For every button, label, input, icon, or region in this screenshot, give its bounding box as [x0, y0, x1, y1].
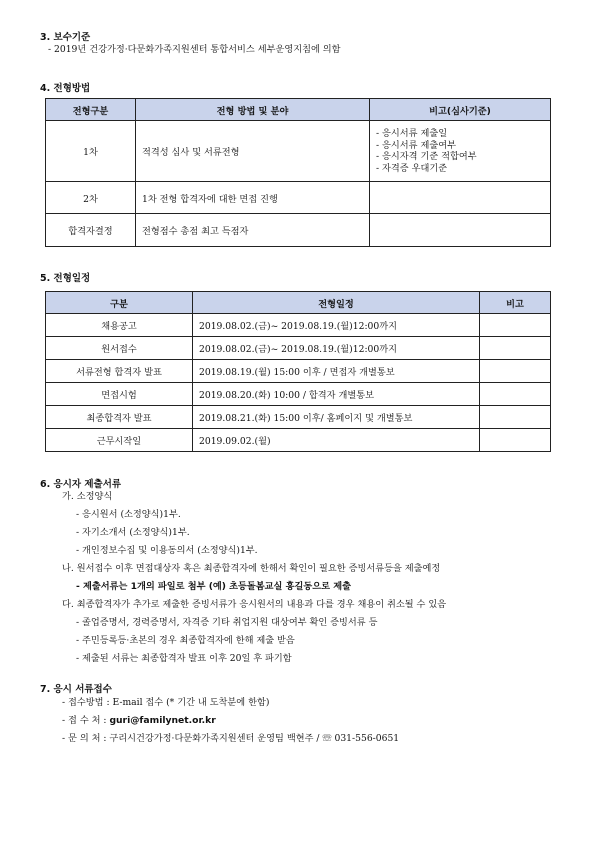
- item-cell: 서류전형 합격자 발표: [46, 360, 193, 383]
- notes-cell: [370, 121, 551, 182]
- stage-cell: 1차: [46, 121, 136, 182]
- col-header-item: 구분: [46, 292, 193, 314]
- selection-method-table: [45, 98, 551, 247]
- sub-ga: 가. 소정양식: [62, 491, 113, 502]
- note-item: - 자격증 우대기준: [376, 162, 448, 174]
- sub-na: 나. 원서접수 이후 면접대상자 혹은 최종합격자에 한해서 확인이 필요한 증빙서류등을 제출예정: [62, 563, 441, 574]
- method-cell: 전형점수 총점 최고 득점자: [136, 214, 370, 247]
- col-header-stage: 전형구분: [46, 99, 136, 121]
- remarks-cell: [480, 429, 551, 452]
- col-header-schedule: 전형일정: [193, 292, 480, 314]
- remarks-cell: [480, 383, 551, 406]
- section-4-title: 4. 전형방법: [40, 83, 91, 94]
- method-cell: 1차 전형 합격자에 대한 면접 진행: [136, 182, 370, 214]
- date-cell: 2019.08.02.(금)~ 2019.08.19.(월)12:00까지: [193, 337, 480, 360]
- date-cell: 2019.08.21.(화) 15:00 이후/ 홈페이지 및 개별통보: [193, 406, 480, 429]
- submission-email-link[interactable]: guri@familynet.or.kr: [109, 715, 216, 726]
- schedule-table: [45, 291, 551, 452]
- method-cell: 적격성 심사 및 서류전형: [136, 121, 370, 182]
- da-item: - 주민등록등·초본의 경우 최종합격자에 한해 제출 받음: [76, 635, 295, 646]
- ga-item: - 개인정보수집 및 이용동의서 (소정양식)1부.: [76, 545, 258, 556]
- submission-method: - 접수방법 : E-mail 접수 (* 기간 내 도착분에 한함): [62, 697, 270, 708]
- table-row: [46, 121, 551, 182]
- section-5-title: 5. 전형일정: [40, 273, 91, 284]
- stage-cell: 합격자결정: [46, 214, 136, 247]
- item-cell: 면접시험: [46, 383, 193, 406]
- date-cell: 2019.08.20.(화) 10:00 / 합격자 개별통보: [193, 383, 480, 406]
- ga-item: - 응시원서 (소정양식)1부.: [76, 509, 181, 520]
- stage-cell: 2차: [46, 182, 136, 214]
- date-cell: 2019.09.02.(월): [193, 429, 480, 452]
- submission-to: [62, 715, 216, 727]
- col-header-notes: 비고(심사기준): [370, 99, 551, 121]
- section-7-title: 7. 응시 서류접수: [40, 684, 112, 695]
- note-item: - 응시서류 제출여부: [376, 139, 456, 151]
- item-cell: 근무시작일: [46, 429, 193, 452]
- note-item: - 응시서류 제출일: [376, 128, 448, 139]
- note-item: - 응시자격 기준 적합여부: [376, 151, 477, 162]
- na-bold-note: - 제출서류는 1개의 파일로 첨부 (예) 초등돌봄교실 홍길동으로 제출: [76, 581, 351, 592]
- remarks-cell: [480, 337, 551, 360]
- contact-info: - 문 의 처 : 구리시건강가정·다문화가족지원센터 운영팀 백현주 / ☏ 031-556-0651: [62, 733, 400, 744]
- ga-item: - 자기소개서 (소정양식)1부.: [76, 527, 190, 538]
- submission-to-label: - 접 수 처 :: [62, 715, 110, 726]
- remarks-cell: [480, 360, 551, 383]
- table-row: [46, 406, 551, 429]
- item-cell: 원서접수: [46, 337, 193, 360]
- item-cell: 채용공고: [46, 314, 193, 337]
- col-header-method: 전형 방법 및 분야: [136, 99, 370, 121]
- notes-cell: [370, 182, 551, 214]
- sub-da: 다. 최종합격자가 추가로 제출한 증빙서류가 응시원서의 내용과 다를 경우 채용이 취소될 수 있음: [62, 599, 447, 610]
- section-3-text: - 2019년 건강가정·다문화가족지원센터 통합서비스 세부운영지침에 의함: [48, 44, 341, 55]
- da-item: - 졸업증명서, 경력증명서, 자격증 기타 취업지원 대상여부 확인 증빙서류 등: [76, 617, 378, 628]
- section-6-title: 6. 응시자 제출서류: [40, 479, 122, 490]
- date-cell: 2019.08.19.(월) 15:00 이후 / 면접자 개별통보: [193, 360, 480, 383]
- date-cell: 2019.08.02.(금)~ 2019.08.19.(월)12:00까지: [193, 314, 480, 337]
- col-header-remarks: 비고: [480, 292, 551, 314]
- table-row: [46, 337, 551, 360]
- table-row: [46, 383, 551, 406]
- remarks-cell: [480, 314, 551, 337]
- notes-cell: [370, 214, 551, 247]
- section-3-title: 3. 보수기준: [40, 32, 91, 43]
- table-row: [46, 314, 551, 337]
- item-cell: 최종합격자 발표: [46, 406, 193, 429]
- table-row: [46, 429, 551, 452]
- da-item: - 제출된 서류는 최종합격자 발표 이후 20일 후 파기함: [76, 653, 292, 664]
- table-row: [46, 214, 551, 247]
- table-row: [46, 360, 551, 383]
- table-row: [46, 182, 551, 214]
- remarks-cell: [480, 406, 551, 429]
